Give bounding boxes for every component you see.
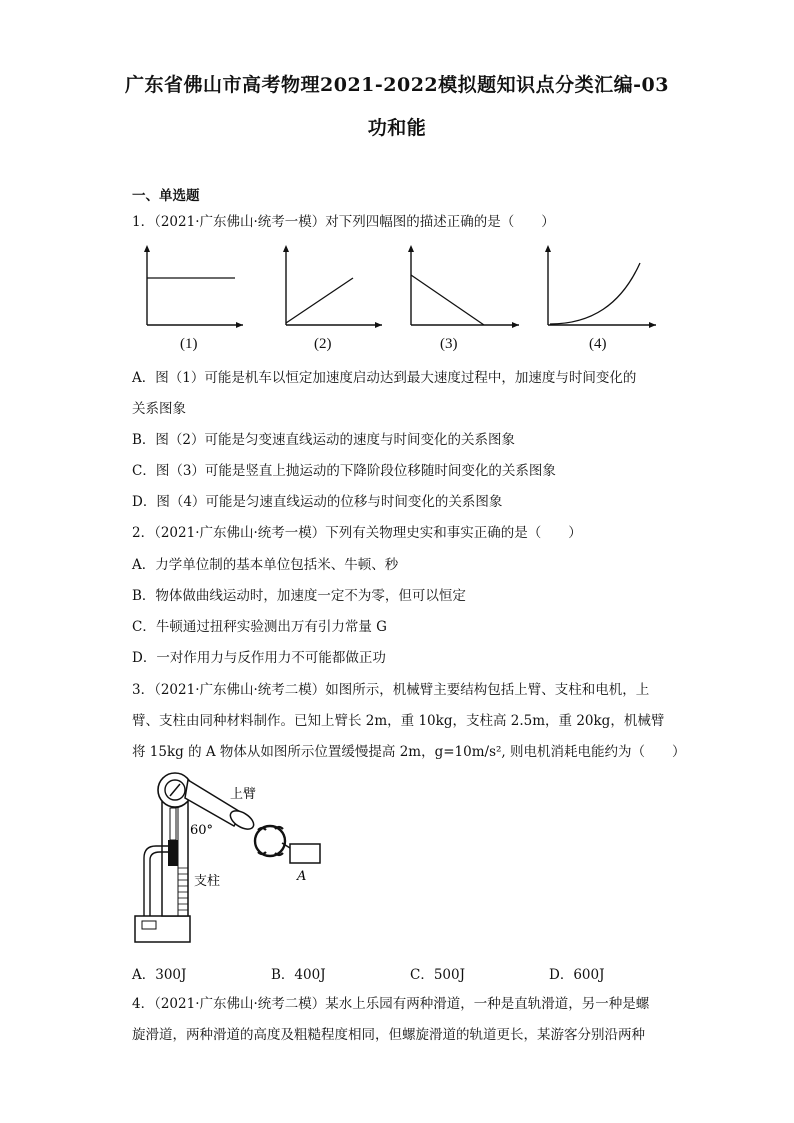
y-axis-arrow [283,245,289,252]
q3-option-a: A．300J [132,967,187,983]
q4-stem-line1: 4．（2021·广东佛山·统考二模）某水上乐园有两种滑道，一种是直轨滑道，另一种是螺 [132,996,650,1012]
q3-stem-line2: 臂、支柱由同种材料制作。已知上臂长 2m，重 10kg，支柱高 2.5m，重 20kg，机械臂 [132,713,665,729]
motor [255,826,285,856]
q1-option-a: A．图（1）可能是机车以恒定加速度启动达到最大速度过程中，加速度与时间变化的 [132,370,637,386]
label-angle: 60° [190,823,214,838]
base-panel [142,921,156,929]
graph-4-caption: (4) [589,336,607,352]
document-title-line2: 功和能 [367,117,427,139]
q2-option-c: C．牛顿通过扭秤实验测出万有引力常量 G [132,619,387,635]
q1-option-d: D．图（4）可能是匀速直线运动的位移与时间变化的关系图象 [132,494,503,510]
piston-block [168,840,178,866]
q2-stem: 2．（2021·广东佛山·统考一模）下列有关物理史实和事实正确的是（ ） [132,525,582,541]
label-object-a: A [297,869,307,884]
q2-option-a: A．力学单位制的基本单位包括米、牛顿、秒 [132,557,399,573]
y-axis-arrow [545,245,551,252]
q2-option-d: D．一对作用力与反作用力不可能都做正功 [132,650,386,666]
document-title-line1: 广东省佛山市高考物理2021-2022模拟题知识点分类汇编-03 [125,74,669,96]
x-axis-arrow [512,322,519,328]
robotic-arm-figure [130,768,330,948]
object-a-box [290,844,320,863]
graph-2-caption: (2) [314,336,332,352]
q3-option-d: D．600J [549,967,605,983]
piston-rod [170,808,176,840]
q2-option-b: B．物体做曲线运动时，加速度一定不为零，但可以恒定 [132,588,466,604]
label-upper-arm: 上臂 [230,787,257,802]
q3-stem-line3: 将 15kg 的 A 物体从如图所示位置缓慢提高 2m，g=10m/s², 则电机消耗电能约为（ ） [132,744,686,760]
q1-graph-3 [399,245,529,335]
graph-2-line [286,278,353,323]
label-pillar: 支柱 [194,874,221,889]
q4-stem-line2: 旋滑道，两种滑道的高度及粗糙程度相同，但螺旋滑道的轨道更长，某游客分别沿两种 [132,1027,645,1043]
q1-option-a-cont: 关系图象 [132,401,186,417]
graph-3-caption: (3) [440,336,458,352]
q3-option-c: C．500J [410,967,466,983]
q3-option-b: B．400J [271,967,326,983]
graph-1-caption: (1) [180,336,198,352]
q1-stem: 1．（2021·广东佛山·统考一模）对下列四幅图的描述正确的是（ ） [132,214,555,230]
y-axis-arrow [408,245,414,252]
q1-option-b: B．图（2）可能是匀变速直线运动的速度与时间变化的关系图象 [132,432,516,448]
y-axis-arrow [144,245,150,252]
x-axis-arrow [375,322,382,328]
q1-graph-4 [536,245,661,335]
graph-4-curve [550,263,640,324]
x-axis-arrow [649,322,656,328]
q3-stem-line1: 3．（2021·广东佛山·统考二模）如图所示，机械臂主要结构包括上臂、支柱和电机，上 [132,682,650,698]
q1-graph-2 [274,245,384,335]
q1-option-c: C．图（3）可能是竖直上抛运动的下降阶段位移随时间变化的关系图象 [132,463,556,479]
section-heading: 一、单选题 [132,188,200,204]
graph-3-line [411,275,484,325]
q1-graph-1 [135,245,245,335]
x-axis-arrow [236,322,243,328]
